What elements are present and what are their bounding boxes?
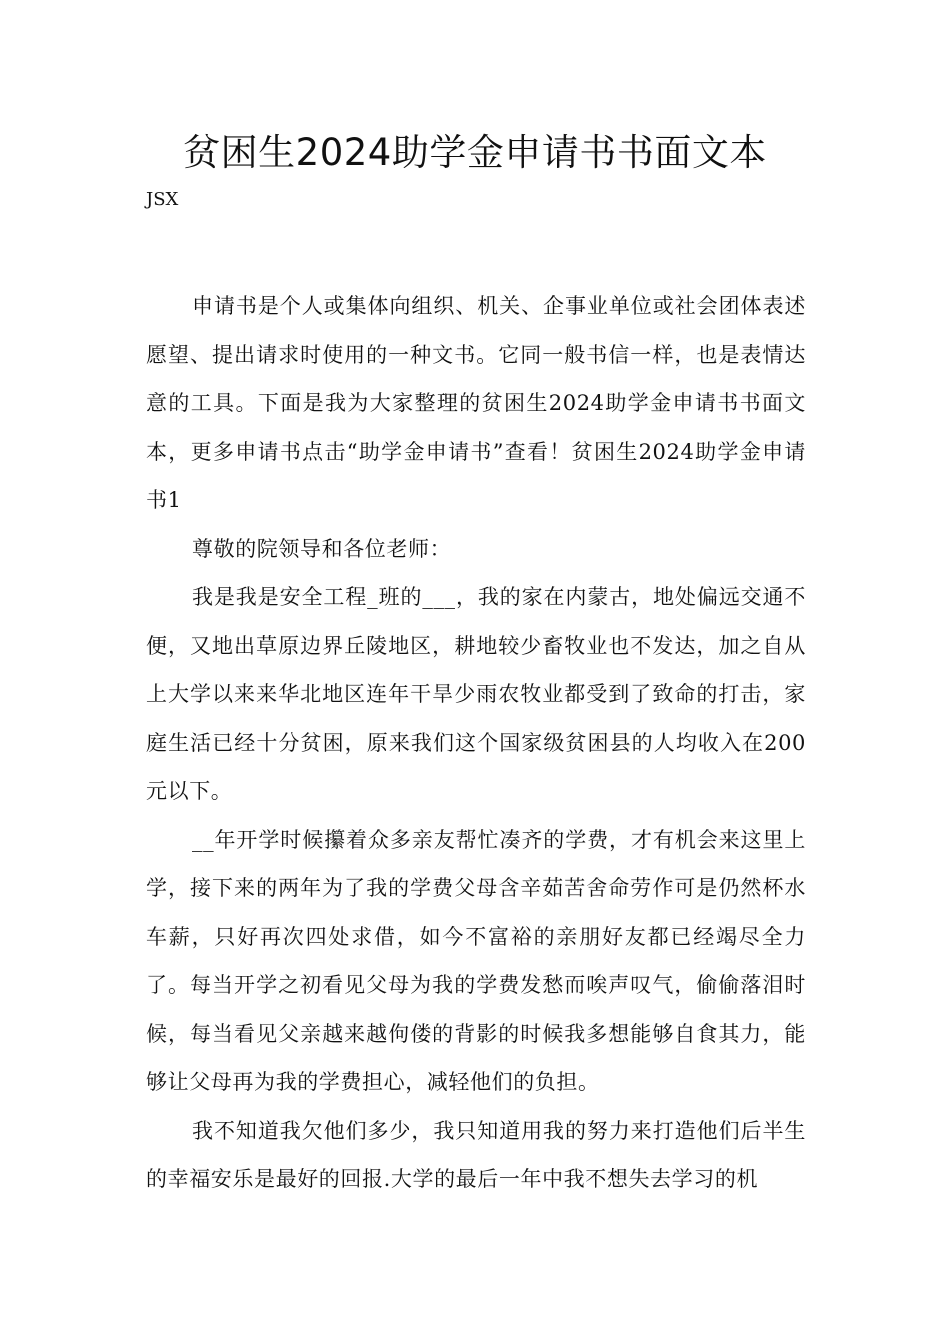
document-body — [146, 282, 806, 1204]
paragraph-gratitude: 我不知道我欠他们多少，我只知道用我的努力来打造他们后半生的幸福安乐是最好的回报.大学的最后一年中我不想失去学习的机 — [146, 1118, 806, 1191]
paragraph-family-background: 我是我是安全工程_班的___，我的家在内蒙古，地处偏远交通不便，又地出草原边界丘陵地区，耕地较少畜牧业也不发达，加之自从上大学以来来华北地区连年干旱少雨农牧业都受到了致命的打击，家庭生活已经十分贫困，原来我们这个国家级贫困县的人均收入在200元以下。 — [146, 585, 806, 803]
paragraph-intro: 申请书是个人或集体向组织、机关、企事业单位或社会团体表述愿望、提出请求时使用的一种文书。它同一般书信一样，也是表情达意的工具。下面是我为大家整理的贫困生2024助学金申请书书面文本，更多申请书点击“助学金申请书”查看！贫困生2024助学金申请书1 — [146, 294, 806, 512]
document-author: JSX — [146, 189, 179, 210]
document-title: 贫困生2024助学金申请书书面文本 — [183, 131, 767, 174]
paragraph-salutation: 尊敬的院领导和各位老师： — [192, 536, 452, 561]
paragraph-tuition-hardship: __年开学时候攥着众多亲友帮忙凑齐的学费，才有机会来这里上学，接下来的两年为了我的学费父母含辛茹苦舍命劳作可是仍然杯水车薪，只好再次四处求借，如今不富裕的亲朋好友都已经竭尽全力了。每当开学之初看见父母为我的学费发愁而唉声叹气，偷偷落泪时候，每当看见父亲越来越佝偻的背影的时候我多想能够自食其力，能够让父母再为我的学费担心，减轻他们的负担。 — [146, 827, 806, 1094]
